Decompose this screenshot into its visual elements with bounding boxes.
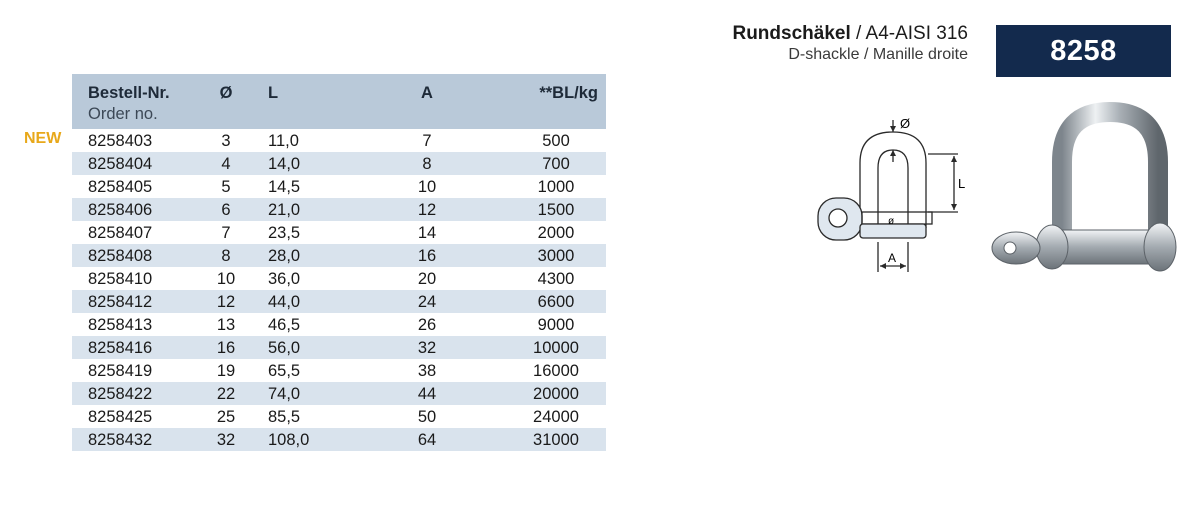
cell-diameter: 13 (216, 316, 236, 334)
cell-width: 24 (417, 293, 437, 311)
cell-order-no: 8258412 (88, 293, 153, 311)
cell-diameter: 19 (216, 362, 236, 380)
new-label: NEW (24, 130, 62, 147)
col-diameter: Ø (219, 84, 233, 102)
cell-length: 23,5 (268, 224, 301, 242)
cell-breaking-load: 500 (542, 132, 570, 150)
cell-width: 38 (417, 362, 437, 380)
cell-diameter: 10 (216, 270, 236, 288)
product-subtitle: D-shackle / Manille droite (788, 46, 968, 63)
cell-breaking-load: 20000 (533, 385, 579, 403)
cell-width: 64 (417, 431, 437, 449)
drawing-label-width: A (888, 251, 897, 265)
cell-breaking-load: 1000 (537, 178, 575, 196)
cell-order-no: 8258405 (88, 178, 153, 196)
table-row (72, 313, 606, 336)
cell-order-no: 8258410 (88, 270, 153, 288)
table-row (72, 244, 606, 267)
cell-diameter: 32 (216, 431, 236, 449)
cell-diameter: 22 (216, 385, 236, 403)
table-row (72, 198, 606, 221)
table-row (72, 290, 606, 313)
cell-order-no: 8258413 (88, 316, 153, 334)
table-row (72, 382, 606, 405)
table-header (72, 74, 606, 129)
cell-breaking-load: 9000 (537, 316, 575, 334)
cell-length: 56,0 (268, 339, 301, 357)
cell-length: 36,0 (268, 270, 301, 288)
cell-order-no: 8258407 (88, 224, 153, 242)
drawing-label-diameter: Ø (900, 116, 911, 131)
cell-width: 20 (417, 270, 437, 288)
product-title-de: Rundschäkel (732, 23, 851, 44)
cell-breaking-load: 10000 (533, 339, 579, 357)
product-title (732, 24, 968, 43)
shackle-photo (990, 102, 1180, 292)
cell-length: 46,5 (268, 316, 301, 334)
product-title-block (732, 24, 968, 63)
cell-order-no: 8258432 (88, 431, 153, 449)
cell-diameter: 5 (221, 178, 231, 196)
product-material: / A4-AISI 316 (850, 23, 968, 44)
cell-length: 65,5 (268, 362, 301, 380)
cell-diameter: 7 (221, 224, 231, 242)
shackle-technical-drawing (808, 108, 978, 278)
col-length: L (268, 84, 279, 102)
table-row (72, 175, 606, 198)
cell-breaking-load: 31000 (533, 431, 579, 449)
table-row (72, 152, 606, 175)
cell-breaking-load: 4300 (537, 270, 575, 288)
cell-width: 8 (422, 155, 432, 173)
cell-order-no: 8258422 (88, 385, 153, 403)
cell-length: 28,0 (268, 247, 301, 265)
cell-length: 21,0 (268, 201, 301, 219)
cell-order-no: 8258404 (88, 155, 153, 173)
cell-width: 44 (417, 385, 437, 403)
cell-width: 50 (417, 408, 437, 426)
table-row (72, 359, 606, 382)
cell-order-no: 8258425 (88, 408, 153, 426)
cell-diameter: 6 (221, 201, 231, 219)
cell-diameter: 3 (221, 132, 231, 150)
cell-length: 108,0 (268, 431, 310, 449)
cell-order-no: 8258406 (88, 201, 153, 219)
cell-diameter: 16 (216, 339, 236, 357)
cell-width: 7 (422, 132, 432, 150)
cell-length: 11,0 (268, 132, 299, 150)
cell-width: 14 (417, 224, 437, 242)
cell-breaking-load: 6600 (537, 293, 575, 311)
table-row (72, 336, 606, 359)
cell-breaking-load: 1500 (537, 201, 575, 219)
cell-order-no: 8258416 (88, 339, 153, 357)
cell-order-no: 8258408 (88, 247, 153, 265)
table-row (72, 405, 606, 428)
drawing-label-pin: ø (888, 216, 895, 227)
cell-order-no: 8258403 (88, 132, 153, 150)
drawing-label-length: L (958, 176, 966, 191)
cell-breaking-load: 2000 (537, 224, 575, 242)
col-breaking-load: **BL/kg (539, 84, 598, 102)
cell-length: 85,5 (268, 408, 301, 426)
cell-diameter: 8 (221, 247, 231, 265)
cell-diameter: 4 (221, 155, 231, 173)
table-row (72, 267, 606, 290)
cell-width: 32 (417, 339, 437, 357)
cell-width: 10 (417, 178, 437, 196)
cell-diameter: 25 (216, 408, 236, 426)
cell-width: 16 (417, 247, 437, 265)
cell-breaking-load: 16000 (533, 362, 579, 380)
table-row (72, 221, 606, 244)
col-order-no-en: Order no. (88, 105, 158, 123)
cell-breaking-load: 24000 (533, 408, 579, 426)
cell-length: 14,5 (268, 178, 301, 196)
cell-width: 12 (417, 201, 437, 219)
cell-breaking-load: 3000 (537, 247, 575, 265)
cell-width: 26 (417, 316, 437, 334)
table-row (72, 129, 606, 152)
product-table (72, 74, 606, 451)
cell-breaking-load: 700 (542, 155, 570, 173)
cell-length: 44,0 (268, 293, 301, 311)
table-body (72, 129, 606, 451)
article-number-badge: 8258 (996, 25, 1171, 77)
table-row (72, 428, 606, 451)
cell-diameter: 12 (216, 293, 236, 311)
col-order-no-de: Bestell-Nr. (88, 84, 170, 102)
cell-order-no: 8258419 (88, 362, 153, 380)
col-width: A (421, 84, 433, 102)
cell-length: 74,0 (268, 385, 301, 403)
cell-length: 14,0 (268, 155, 301, 173)
